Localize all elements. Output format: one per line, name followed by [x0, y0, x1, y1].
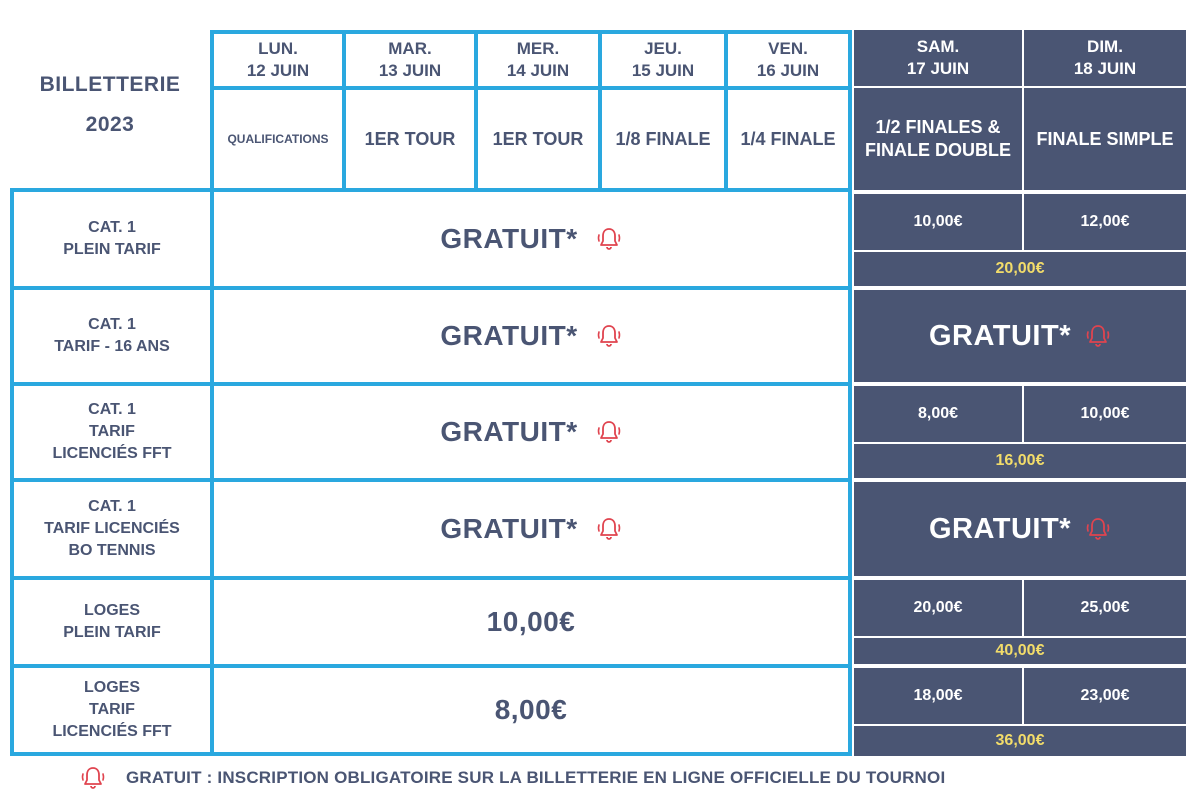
day-name: DIM.	[1087, 37, 1123, 56]
price-value: 8,00€	[917, 405, 959, 422]
round-label: 1/8 FINALE	[615, 128, 711, 149]
row-label-line: TARIF	[89, 423, 135, 440]
day-date: 18 JUIN	[1073, 59, 1137, 78]
row-label-cat1-bo-tennis	[10, 478, 214, 580]
round-label: 1ER TOUR	[364, 128, 456, 149]
row-label-cat1-moins16	[10, 286, 214, 386]
price-value: GRATUIT*	[440, 223, 578, 254]
weekend-pass-cat1-plein	[852, 250, 1188, 288]
price-value: 10,00€	[1080, 405, 1130, 422]
bell-icon	[596, 516, 622, 542]
weekday-price-loges-plein	[210, 576, 852, 668]
day-date: 17 JUIN	[906, 59, 970, 78]
price-value: 20,00€	[913, 599, 963, 616]
row-label-line: CAT. 1	[88, 401, 136, 418]
row-label-loges-fft	[10, 664, 214, 756]
round-wed	[474, 86, 602, 192]
pass-price: 20,00€	[995, 260, 1045, 277]
price-value: 23,00€	[1080, 687, 1130, 704]
footer-text: GRATUIT : INSCRIPTION OBLIGATOIRE SUR LA BILLETTERIE EN LIGNE OFFICIELLE DU TOURNOI	[126, 768, 946, 787]
day-date: 15 JUIN	[631, 61, 695, 80]
row-label-loges-plein	[10, 576, 214, 668]
weekend-price-cat1-moins16	[852, 288, 1188, 384]
weekend-pass-cat1-fft	[852, 442, 1188, 480]
row-label-line: PLEIN TARIF	[63, 624, 161, 641]
row-label-line: CAT. 1	[88, 498, 136, 515]
row-label-cat1-plein	[10, 188, 214, 290]
price-value: 25,00€	[1080, 599, 1130, 616]
round-label: QUALIFICATIONS	[227, 132, 329, 146]
day-header-tue	[342, 30, 478, 90]
round-mon	[210, 86, 346, 192]
sun-price-loges-fft	[1022, 666, 1188, 726]
row-label-line: BO TENNIS	[68, 542, 156, 559]
day-name: MAR.	[388, 39, 432, 58]
day-date: 13 JUIN	[378, 61, 442, 80]
price-value: GRATUIT*	[440, 416, 578, 447]
day-date: 12 JUIN	[246, 61, 310, 80]
day-name: MER.	[516, 39, 560, 58]
price-value: GRATUIT*	[440, 320, 578, 351]
sun-price-cat1-fft	[1022, 384, 1188, 444]
round-label-line-1: 1/2 FINALES &	[875, 117, 1001, 137]
row-label-line: LICENCIÉS FFT	[52, 445, 172, 462]
round-label: 1/4 FINALE	[740, 128, 836, 149]
weekday-price-cat1-moins16	[210, 286, 852, 386]
round-sat	[852, 86, 1024, 192]
weekday-price-loges-fft	[210, 664, 852, 756]
page-title	[20, 60, 200, 150]
title-line-2: 2023	[85, 113, 135, 136]
sun-price-loges-plein	[1022, 578, 1188, 638]
row-label-line: TARIF - 16 ANS	[54, 338, 170, 355]
round-thu	[598, 86, 728, 192]
bell-icon	[1085, 323, 1111, 349]
row-label-line: TARIF LICENCIÉS	[44, 520, 180, 537]
weekday-price-cat1-plein	[210, 188, 852, 290]
price-value: 10,00€	[913, 213, 963, 230]
round-tue	[342, 86, 478, 192]
weekend-pass-loges-fft	[852, 724, 1188, 758]
bell-icon	[596, 323, 622, 349]
price-value: GRATUIT*	[928, 512, 1071, 545]
price-value: GRATUIT*	[440, 513, 578, 544]
day-name: JEU.	[644, 39, 682, 58]
price-value: 12,00€	[1080, 213, 1130, 230]
sat-price-cat1-fft	[852, 384, 1024, 444]
sun-price-cat1-plein	[1022, 192, 1188, 252]
bell-icon	[596, 419, 622, 445]
day-name: SAM.	[916, 37, 960, 56]
pass-price: 16,00€	[995, 452, 1045, 469]
weekend-price-cat1-bo-tennis	[852, 480, 1188, 578]
pass-price: 40,00€	[995, 642, 1045, 659]
weekday-price-cat1-bo-tennis	[210, 478, 852, 580]
day-date: 14 JUIN	[506, 61, 570, 80]
sat-price-loges-plein	[852, 578, 1024, 638]
bell-icon	[80, 765, 106, 791]
bell-icon	[596, 226, 622, 252]
day-header-wed	[474, 30, 602, 90]
round-label: 1ER TOUR	[492, 128, 584, 149]
day-header-sat	[852, 28, 1024, 88]
weekend-pass-loges-plein	[852, 636, 1188, 666]
day-header-fri	[724, 30, 852, 90]
day-header-sun	[1022, 28, 1188, 88]
row-label-line: LOGES	[83, 602, 140, 619]
day-header-mon	[210, 30, 346, 90]
round-sun	[1022, 86, 1188, 192]
row-label-line: PLEIN TARIF	[63, 241, 161, 258]
sat-price-loges-fft	[852, 666, 1024, 726]
round-fri	[724, 86, 852, 192]
day-name: LUN.	[258, 39, 298, 58]
weekday-price-cat1-fft	[210, 382, 852, 482]
row-label-line: CAT. 1	[88, 316, 136, 333]
footer-note	[80, 765, 945, 791]
day-header-thu	[598, 30, 728, 90]
day-date: 16 JUIN	[756, 61, 820, 80]
round-label-line-2: FINALE DOUBLE	[865, 140, 1011, 160]
row-label-cat1-fft	[10, 382, 214, 482]
bell-icon	[1085, 516, 1111, 542]
sat-price-cat1-plein	[852, 192, 1024, 252]
row-label-line: TARIF	[89, 701, 135, 718]
row-label-line: CAT. 1	[88, 219, 136, 236]
price-value: 10,00€	[486, 606, 576, 637]
round-label: FINALE SIMPLE	[1036, 128, 1174, 149]
day-name: VEN.	[768, 39, 808, 58]
price-value: 18,00€	[913, 687, 963, 704]
title-line-1: BILLETTERIE	[39, 73, 181, 96]
row-label-line: LOGES	[83, 679, 140, 696]
price-value: 8,00€	[494, 694, 568, 725]
pass-price: 36,00€	[995, 732, 1045, 749]
price-value: GRATUIT*	[928, 319, 1071, 352]
row-label-line: LICENCIÉS FFT	[52, 723, 172, 740]
